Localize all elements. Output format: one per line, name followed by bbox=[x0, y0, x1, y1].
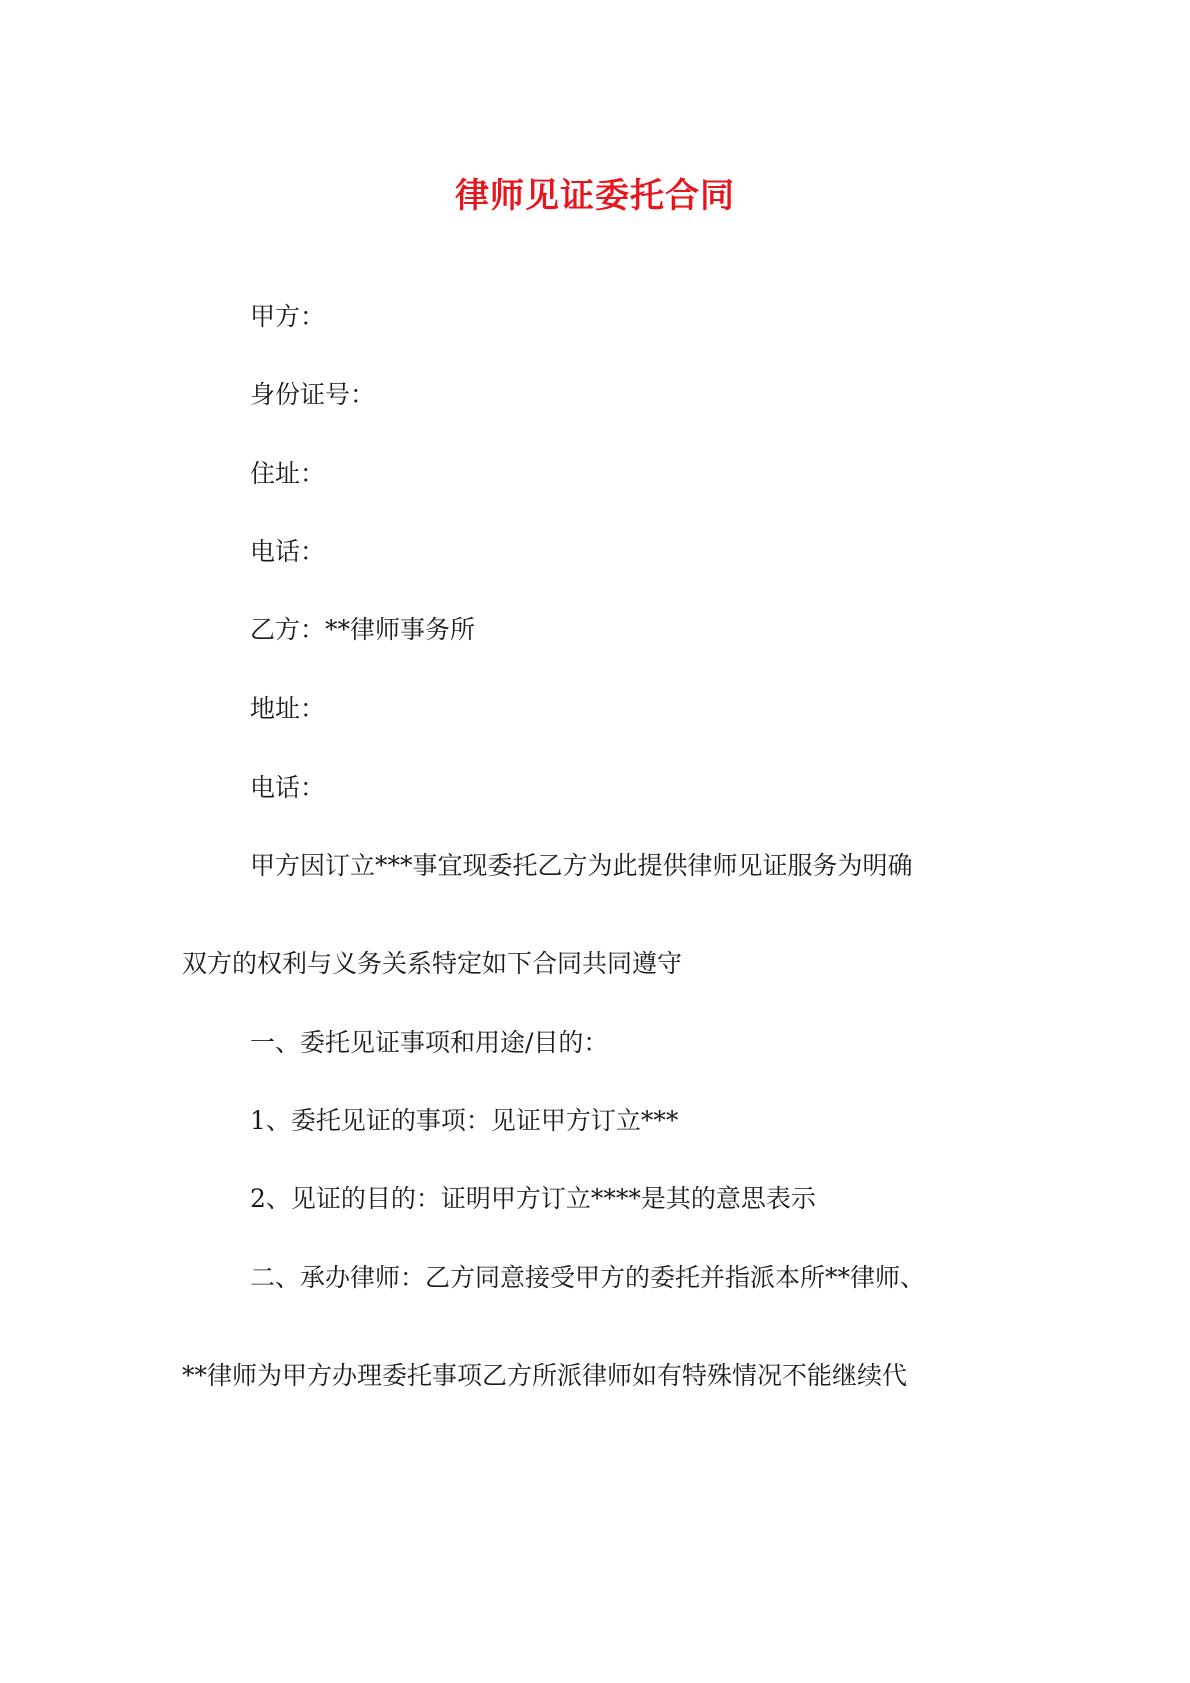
document-title: 律师见证委托合同 bbox=[455, 176, 735, 216]
party-a-label: 甲方： bbox=[250, 302, 326, 331]
section-1-item-1: 1、委托见证的事项：见证甲方订立*** bbox=[250, 1106, 679, 1135]
section-2-line-2: **律师为甲方办理委托事项乙方所派律师如有特殊情况不能继续代 bbox=[182, 1361, 908, 1390]
party-b-label: 乙方：**律师事务所 bbox=[250, 615, 476, 644]
preamble-line-2: 双方的权利与义务关系特定如下合同共同遵守 bbox=[182, 949, 683, 978]
party-a-address-label: 住址： bbox=[250, 459, 326, 488]
party-a-phone-label: 电话： bbox=[250, 537, 326, 566]
section-2-line-1: 二、承办律师：乙方同意接受甲方的委托并指派本所**律师、 bbox=[250, 1263, 926, 1292]
party-a-id-label: 身份证号： bbox=[250, 380, 376, 409]
section-1-item-2: 2、见证的目的：证明甲方订立****是其的意思表示 bbox=[250, 1184, 816, 1213]
party-b-phone-label: 电话： bbox=[250, 773, 326, 802]
section-1-heading: 一、委托见证事项和用途/目的： bbox=[250, 1028, 609, 1057]
party-b-address-label: 地址： bbox=[250, 694, 326, 723]
preamble-line-1: 甲方因订立***事宜现委托乙方为此提供律师见证服务为明确 bbox=[250, 851, 913, 880]
